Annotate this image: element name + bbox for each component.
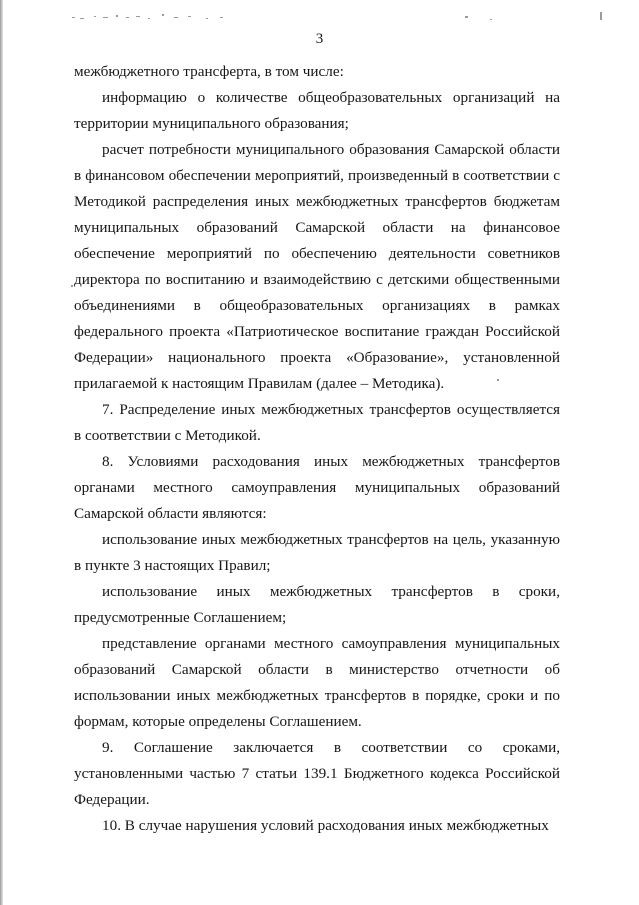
scan-noise-marks — [70, 8, 639, 28]
paragraph: 9. Соглашение заключается в соответствии со сроками, установленными частью 7 статьи 139.1 Бюджетного кодекса Российской Федерации. — [74, 739, 560, 808]
paragraph: информацию о количестве общеобразовательных организаций на территории муниципального образования; — [74, 89, 560, 132]
paragraph: 10. В случае нарушения условий расходования иных межбюджетных — [102, 817, 549, 834]
paragraph: межбюджетного трансферта, в том числе: — [74, 63, 344, 80]
paragraph: 8. Условиями расходования иных межбюджетных трансфертов органами местного самоуправления муниципальных образований Самарской области являются: — [74, 453, 560, 522]
paragraph: расчет потребности муниципального образования Самарской области в финансовом обеспечении мероприятий, произведенный в соответствии с Методикой распределения иных межбюджетных трансфертов бюджетам муниципальных образований Самарской области на финансовое обеспечение мероприятий по обеспечению деятельности советников директора по воспитанию и взаимодействию с детскими общественными объединениями в общеобразовательных организациях в рамках федерального проекта «Патриотическое воспитание граждан Российской Федерации» национального проекта «Образование», установленной прилагаемой к настоящим Правилам (далее – Методика). — [74, 141, 560, 392]
document-body — [74, 59, 560, 839]
paragraph: использование иных межбюджетных трансфертов в сроки, предусмотренные Соглашением; — [74, 583, 560, 626]
paragraph: 7. Распределение иных межбюджетных трансфертов осуществляется в соответствии с Методикой. — [74, 401, 560, 444]
paragraph: представление органами местного самоуправления муниципальных образований Самарской области в министерство отчетности об использовании иных межбюджетных трансфертов в порядке, сроки и по формам, которые определены Соглашением. — [74, 635, 560, 730]
scan-speck — [71, 285, 73, 287]
page-number: 3 — [315, 31, 324, 47]
paragraph: использование иных межбюджетных трансфертов на цель, указанную в пункте 3 настоящих Правил; — [74, 531, 560, 574]
scan-edge-shadow — [0, 0, 3, 905]
scan-speck — [497, 379, 499, 381]
